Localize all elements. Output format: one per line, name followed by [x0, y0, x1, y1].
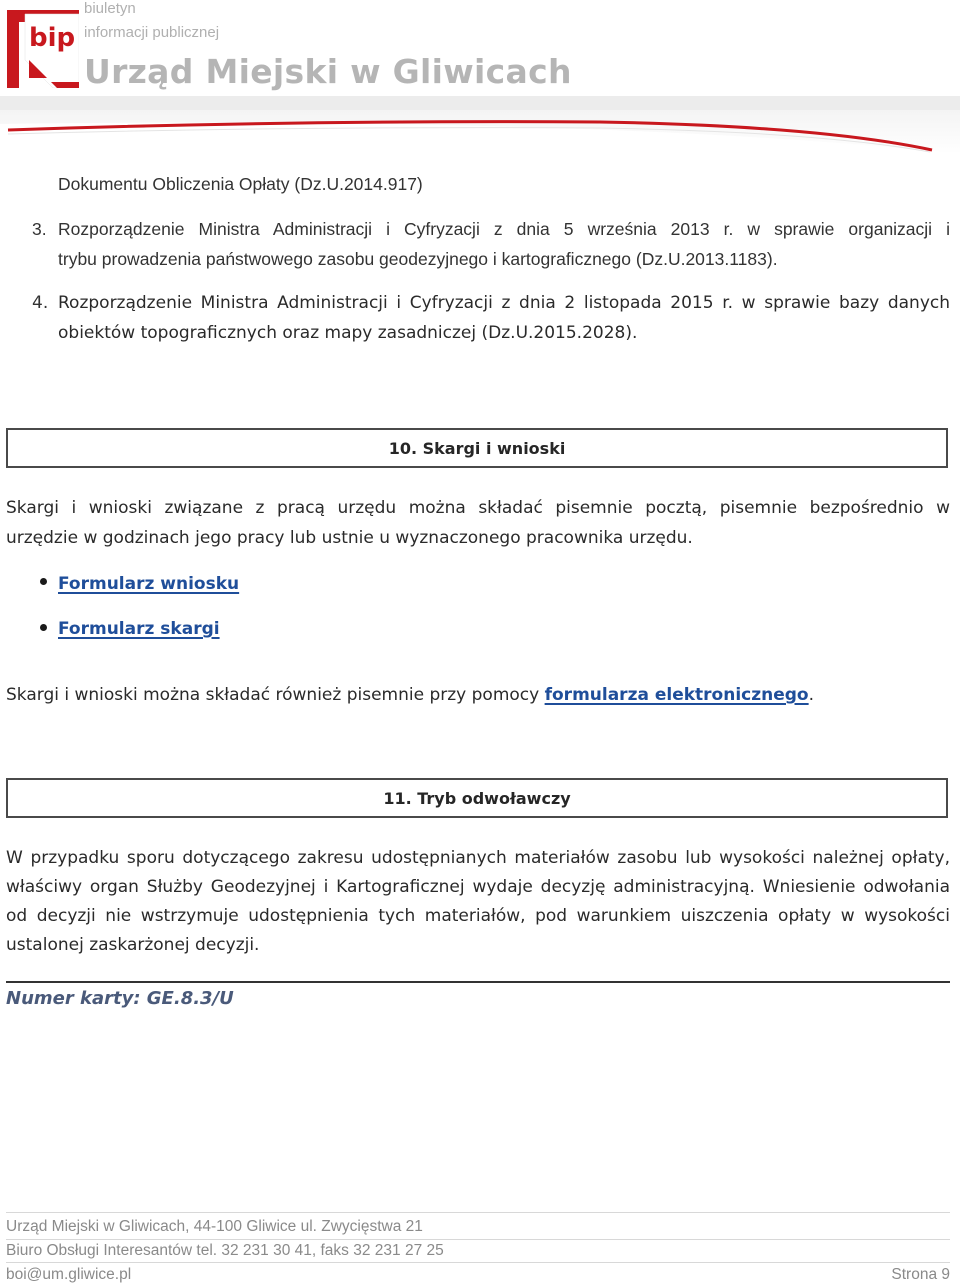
footer-email[interactable]: boi@um.gliwice.pl [6, 1266, 132, 1283]
list-item-4-line2: obiektów topograficznych oraz mapy zasadniczej (Dz.U.2015.2028). [58, 323, 638, 343]
header-swoosh [0, 96, 960, 154]
bullet-icon [40, 624, 47, 631]
section-10-header [6, 428, 948, 468]
list-item-3-line2: trybu prowadzenia państwowego zasobu geodezyjnego i kartograficznego (Dz.U.2013.1183). [58, 249, 778, 269]
footer-divider [6, 1239, 950, 1240]
list-item-4-line1: Rozporządzenie Ministra Administracji i Cyfryzacji z dnia 2 listopada 2015 r. w sprawie bazy danych [58, 293, 950, 313]
section-11-line2: właściwy organ Służby Geodezyjnej i Kartograficznej wydaje decyzję administracyjną. Wniesienie odwołania [6, 877, 950, 897]
link-formularz-wniosku[interactable]: Formularz wniosku [58, 574, 240, 594]
footer-divider [6, 1262, 950, 1263]
bip-subtitle-line2: informacji publicznej [84, 24, 220, 41]
section-10-paragraph-line1: Skargi i wnioski związane z pracą urzędu można składać pisemnie pocztą, pisemnie bezpośrednio w [6, 498, 950, 518]
office-title: Urząd Miejski w Gliwicach [84, 52, 572, 91]
section-11-line3: od decyzji nie wstrzymuje udostępnienia tych materiałów, pod warunkiem uiszczenia opłaty w wysokości [6, 906, 950, 926]
footer-divider [6, 1212, 950, 1213]
footer-address: Urząd Miejski w Gliwicach, 44-100 Gliwice ul. Zwycięstwa 21 [6, 1218, 423, 1235]
bip-subtitle-line1: biuletyn [84, 0, 136, 17]
section-10-paragraph-2 [6, 681, 814, 711]
list-item-3-line1: Rozporządzenie Ministra Administracji i Cyfryzacji z dnia 5 września 2013 r. w sprawie organizacji i [58, 219, 950, 239]
page-number: Strona 9 [891, 1266, 950, 1283]
section-10-paragraph-line2: urzędzie w godzinach jego pracy lub ustnie u wyznaczonego pracownika urzędu. [6, 528, 693, 548]
bip-logo [7, 4, 79, 88]
list-number-3: 3. [32, 219, 47, 239]
section-10-p2-text: Skargi i wnioski można składać również pisemnie przy pomocy [6, 685, 545, 705]
bullet-icon [40, 578, 47, 585]
section-10-title: 10. Skargi i wnioski [388, 438, 566, 458]
footer-phone: Biuro Obsługi Interesantów tel. 32 231 30 41, faks 32 231 27 25 [6, 1242, 444, 1259]
card-number: Numer karty: GE.8.3/U [6, 988, 234, 1009]
svg-text:bip: bip [29, 23, 76, 53]
section-11-line4: ustalonej zaskarżonej decyzji. [6, 935, 260, 955]
section-11-header [6, 778, 948, 818]
divider [6, 981, 950, 983]
document-line: Dokumentu Obliczenia Opłaty (Dz.U.2014.917) [58, 174, 423, 194]
section-11-title: 11. Tryb odwoławczy [383, 788, 571, 808]
section-10-p2-end: . [808, 685, 815, 705]
list-number-4: 4. [32, 293, 49, 313]
link-formularz-elektroniczny[interactable]: formularza elektronicznego [544, 685, 809, 705]
section-11-line1: W przypadku sporu dotyczącego zakresu udostępnianych materiałów zasobu lub wysokości należnej opłaty, [6, 848, 950, 868]
link-formularz-skargi[interactable]: Formularz skargi [58, 619, 220, 639]
